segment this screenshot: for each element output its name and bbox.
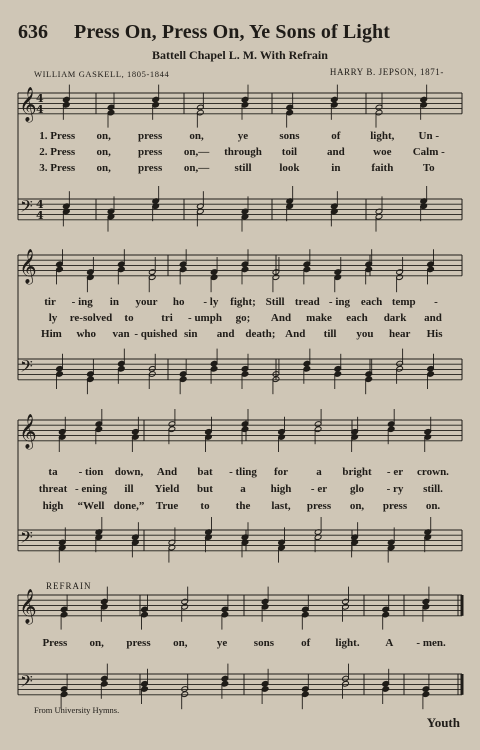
lyric-syllable: “Well (77, 500, 105, 512)
lyric-syllable: of (301, 637, 311, 649)
lyric-syllable: a (240, 483, 246, 495)
lyric-syllable: Him (41, 328, 62, 340)
lyric-syllable: in (331, 162, 341, 174)
time-signature-bottom: 4 (36, 209, 44, 222)
lyric-syllable: a (316, 466, 322, 478)
lyric-syllable: through (224, 146, 262, 158)
lyric-syllable: still. (423, 483, 443, 495)
lyric-syllable: re-solved (69, 312, 113, 324)
lyric-syllable: and (216, 328, 235, 340)
lyric-syllable: van (112, 328, 130, 340)
lyric-syllable: sons (279, 130, 300, 142)
lyric-syllable: - ing (328, 296, 350, 308)
lyric-syllable: on, (89, 637, 104, 649)
lyric-syllable: death; (245, 328, 276, 340)
lyric-syllable: glo (349, 483, 365, 495)
lyric-syllable: faith (371, 162, 394, 174)
lyric-syllable: - er (386, 466, 404, 478)
hymn-title: Press On, Press On, Ye Sons of Light (74, 21, 391, 43)
lyric-syllable: to (124, 312, 134, 324)
lyric-syllable: the (235, 500, 251, 512)
lyric-syllable: And (285, 328, 306, 340)
lyric-syllable: in (109, 296, 119, 308)
bass-clef: 𝄢 (20, 527, 33, 551)
time-signature-top: 4 (36, 198, 44, 211)
lyric-syllable: press (137, 130, 163, 142)
lyric-syllable: Press (42, 637, 68, 649)
hymn-number: 636 (18, 21, 48, 43)
lyric-syllable: - quished (134, 328, 178, 340)
lyric-syllable: Calm - (412, 146, 445, 158)
lyric-syllable: Still (265, 296, 285, 308)
lyric-syllable: light. (335, 637, 360, 649)
lyric-syllable: light, (370, 130, 395, 142)
treble-clef: 𝄞 (19, 589, 37, 624)
lyric-syllable: press (137, 162, 163, 174)
lyric-syllable: fight; (230, 296, 256, 308)
lyric-syllable: A (385, 637, 394, 649)
lyric-syllable: for (273, 466, 289, 478)
lyric-syllable: ly (48, 312, 58, 324)
lyric-syllable: And (270, 312, 292, 324)
lyric-syllable: still (234, 162, 252, 174)
composer-credit: HARRY B. JEPSON, 1871- (329, 67, 444, 77)
lyric-syllable: - ing (71, 296, 93, 308)
lyric-syllable: ye (237, 130, 249, 142)
lyric-syllable: His (426, 328, 443, 340)
lyric-syllable: 1. Press (39, 130, 76, 142)
lyric-syllable: done,” (113, 500, 145, 512)
lyric-syllable: press (126, 637, 151, 649)
lyric-syllable: ye (216, 637, 228, 649)
lyric-syllable: till (323, 328, 337, 340)
tune-meter-line: Battell Chapel L. M. With Refrain (152, 48, 328, 62)
lyric-syllable: press (306, 500, 332, 512)
lyric-syllable: woe (373, 146, 392, 158)
treble-clef: 𝄞 (19, 249, 37, 284)
lyric-syllable: - umph (188, 312, 222, 324)
lyric-syllable: to (200, 500, 210, 512)
lyric-syllable: tread (294, 296, 320, 308)
lyric-syllable: press (137, 146, 163, 158)
lyric-syllable: toil (281, 146, 298, 158)
lyric-syllable: each (360, 296, 383, 308)
lyric-syllable: on, (96, 162, 111, 174)
lyric-syllable: Yield (154, 483, 180, 495)
lyric-syllable: threat (38, 483, 68, 495)
author-credit: WILLIAM GASKELL, 1805-1844 (34, 69, 170, 79)
lyric-syllable: bat (197, 466, 213, 478)
lyric-syllable: sons (253, 637, 274, 649)
lyric-syllable: crown. (417, 466, 449, 478)
bass-clef: 𝄢 (20, 356, 33, 380)
treble-clef: 𝄞 (19, 87, 37, 122)
bass-clef: 𝄢 (20, 196, 33, 220)
lyric-syllable: down, (114, 466, 144, 478)
lyric-syllable: on. (425, 500, 441, 512)
refrain-label: REFRAIN (46, 581, 92, 591)
lyric-syllable: And (156, 466, 178, 478)
lyric-syllable: go; (235, 312, 251, 324)
lyric-syllable: ill (124, 483, 134, 495)
lyric-syllable: To (422, 162, 435, 174)
lyric-syllable: but (197, 483, 213, 495)
lyric-syllable: and (327, 146, 345, 158)
lyric-syllable: - tling (229, 466, 257, 478)
lyric-syllable: each (346, 312, 368, 324)
lyric-syllable: - (434, 296, 438, 308)
lyric-syllable: press (382, 500, 408, 512)
lyric-syllable: on, (189, 130, 204, 142)
lyric-syllable: you (356, 328, 374, 340)
lyric-syllable: - ly (203, 296, 219, 308)
lyric-syllable: make (306, 312, 332, 324)
lyric-syllable: bright (342, 466, 372, 478)
lyric-syllable: - ening (74, 483, 108, 495)
lyric-syllable: and (424, 312, 442, 324)
lyric-syllable: tri (161, 312, 173, 324)
lyric-syllable: last, (271, 500, 291, 512)
lyric-syllable: - tion (78, 466, 104, 478)
lyric-syllable: your (135, 296, 158, 308)
lyric-syllable: on, (349, 500, 365, 512)
lyric-syllable: True (155, 500, 179, 512)
time-signature-top: 4 (36, 92, 44, 105)
lyric-syllable: on,— (183, 162, 210, 174)
lyric-syllable: Un - (418, 130, 440, 142)
lyric-syllable: ho (172, 296, 185, 308)
lyric-syllable: - er (310, 483, 328, 495)
lyric-syllable: who (76, 328, 97, 340)
lyric-syllable: look (279, 162, 300, 174)
lyric-syllable: high (42, 500, 64, 512)
lyric-syllable: high (270, 483, 292, 495)
bass-clef: 𝄢 (20, 671, 33, 695)
lyric-syllable: tir (44, 296, 56, 308)
lyric-syllable: - men. (416, 637, 446, 649)
lyric-syllable: temp (391, 296, 416, 308)
treble-clef: 𝄞 (19, 414, 37, 449)
lyric-syllable: on, (96, 146, 111, 158)
lyric-syllable: - ry (386, 483, 404, 495)
lyric-syllable: ta (48, 466, 58, 478)
lyric-syllable: hear (389, 328, 411, 340)
lyric-syllable: 3. Press (39, 162, 76, 174)
lyric-syllable: dark (383, 312, 407, 324)
lyric-syllable: 2. Press (39, 146, 76, 158)
lyric-syllable: on, (96, 130, 111, 142)
topic-label: Youth (426, 715, 460, 730)
source-credit: From University Hymns. (34, 705, 120, 715)
lyric-syllable: sin (184, 328, 198, 340)
lyric-syllable: on, (173, 637, 188, 649)
lyric-syllable: of (331, 130, 341, 142)
time-signature-bottom: 4 (36, 103, 44, 116)
lyric-syllable: on,— (183, 146, 210, 158)
